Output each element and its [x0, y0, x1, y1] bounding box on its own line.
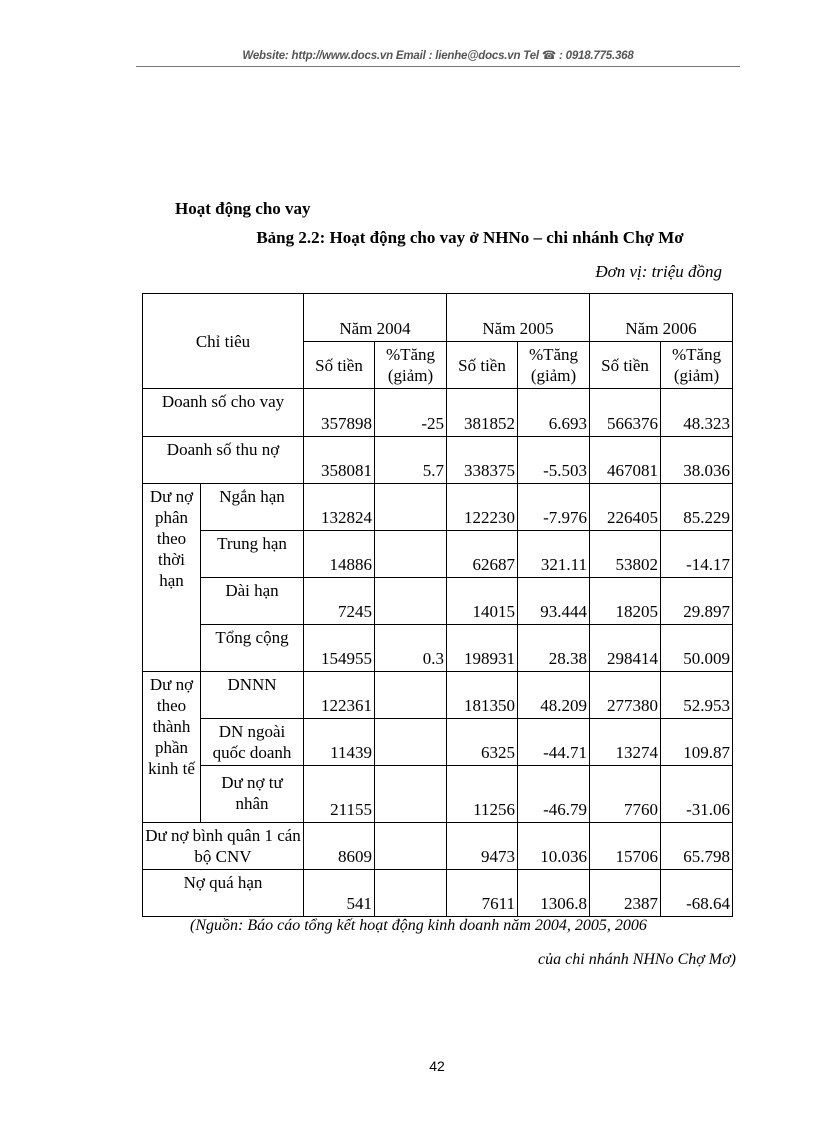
- pct-change-cell: 52.953: [661, 672, 733, 719]
- table-row: [143, 766, 733, 823]
- amount-cell: 181350: [447, 672, 518, 719]
- page-header: Website: http://www.docs.vn Email : lienhe@docs.vn Tel ☎ : 0918.775.368: [242, 50, 634, 62]
- pct-change-cell: 65.798: [661, 823, 733, 870]
- pct-change-cell: 1306.8: [518, 870, 590, 917]
- amount-cell: 357898: [304, 389, 375, 437]
- pct-change-cell: -68.64: [661, 870, 733, 917]
- pct-change-cell: [375, 531, 447, 578]
- pct-change-cell: 10.036: [518, 823, 590, 870]
- header-rule: [136, 66, 740, 67]
- pct-change-cell: -44.71: [518, 719, 590, 766]
- row-label: Dài hạn: [201, 578, 304, 625]
- amount-cell: 132824: [304, 484, 375, 531]
- pct-change-cell: [375, 870, 447, 917]
- amount-cell: 11256: [447, 766, 518, 823]
- row-label: Dư nợ bình quân 1 cán bộ CNV: [143, 823, 304, 870]
- pct-change-cell: -14.17: [661, 531, 733, 578]
- table-row: [143, 672, 733, 719]
- pct-change-cell: -25: [375, 389, 447, 437]
- sub-header-amount: Số tiền: [590, 342, 661, 389]
- pct-change-cell: 38.036: [661, 437, 733, 484]
- amount-cell: 62687: [447, 531, 518, 578]
- pct-change-cell: -46.79: [518, 766, 590, 823]
- header-chi-tieu: Chỉ tiêu: [143, 294, 304, 389]
- group-label-sector: Dư nợ theo thành phần kinh tế: [143, 672, 201, 823]
- amount-cell: 7245: [304, 578, 375, 625]
- pct-change-cell: 6.693: [518, 389, 590, 437]
- amount-cell: 467081: [590, 437, 661, 484]
- table-row: [143, 870, 733, 917]
- amount-cell: 226405: [590, 484, 661, 531]
- pct-change-cell: 29.897: [661, 578, 733, 625]
- sub-header-amount: Số tiền: [304, 342, 375, 389]
- amount-cell: 18205: [590, 578, 661, 625]
- pct-change-cell: 85.229: [661, 484, 733, 531]
- year-header: Năm 2005: [447, 294, 590, 342]
- amount-cell: 15706: [590, 823, 661, 870]
- row-label: Tổng cộng: [201, 625, 304, 672]
- source-note-line1: (Nguồn: Báo cáo tổng kết hoạt động kinh doanh năm 2004, 2005, 2006: [190, 917, 647, 934]
- pct-change-cell: 93.444: [518, 578, 590, 625]
- amount-cell: 14886: [304, 531, 375, 578]
- row-label: Dư nợ tư nhân: [201, 766, 304, 823]
- row-label: Doanh số cho vay: [143, 389, 304, 437]
- unit-label: Đơn vị: triệu đồng: [595, 262, 722, 281]
- table-row: [143, 719, 733, 766]
- amount-cell: 566376: [590, 389, 661, 437]
- year-header: Năm 2006: [590, 294, 733, 342]
- pct-change-cell: [375, 672, 447, 719]
- pct-change-cell: 109.87: [661, 719, 733, 766]
- amount-cell: 53802: [590, 531, 661, 578]
- sub-header-pct: %Tăng (giảm): [375, 342, 447, 389]
- section-title: Hoạt động cho vay: [175, 199, 311, 218]
- amount-cell: 298414: [590, 625, 661, 672]
- amount-cell: 122230: [447, 484, 518, 531]
- source-note-line2: của chi nhánh NHNo Chợ Mơ): [538, 951, 736, 968]
- pct-change-cell: [375, 766, 447, 823]
- amount-cell: 277380: [590, 672, 661, 719]
- pct-change-cell: 48.323: [661, 389, 733, 437]
- table-row: [143, 625, 733, 672]
- amount-cell: 7611: [447, 870, 518, 917]
- amount-cell: 21155: [304, 766, 375, 823]
- pct-change-cell: 5.7: [375, 437, 447, 484]
- pct-change-cell: [375, 823, 447, 870]
- pct-change-cell: 0.3: [375, 625, 447, 672]
- row-label: Trung hạn: [201, 531, 304, 578]
- sub-header-pct: %Tăng (giảm): [518, 342, 590, 389]
- amount-cell: 154955: [304, 625, 375, 672]
- amount-cell: 122361: [304, 672, 375, 719]
- amount-cell: 13274: [590, 719, 661, 766]
- sub-header-pct: %Tăng (giảm): [661, 342, 733, 389]
- pct-change-cell: [375, 578, 447, 625]
- amount-cell: 6325: [447, 719, 518, 766]
- amount-cell: 7760: [590, 766, 661, 823]
- row-label: Nợ quá hạn: [143, 870, 304, 917]
- amount-cell: 338375: [447, 437, 518, 484]
- table-row: [143, 531, 733, 578]
- table-title: Bảng 2.2: Hoạt động cho vay ở NHNo – chi nhánh Chợ Mơ: [256, 228, 684, 247]
- pct-change-cell: 321.11: [518, 531, 590, 578]
- table-row: [143, 484, 733, 531]
- row-label: DNNN: [201, 672, 304, 719]
- page-number: 42: [429, 1058, 445, 1074]
- pct-change-cell: 48.209: [518, 672, 590, 719]
- loan-activity-table: [142, 293, 733, 917]
- pct-change-cell: 50.009: [661, 625, 733, 672]
- sub-header-amount: Số tiền: [447, 342, 518, 389]
- amount-cell: 14015: [447, 578, 518, 625]
- row-label: Doanh số thu nợ: [143, 437, 304, 484]
- pct-change-cell: -5.503: [518, 437, 590, 484]
- pct-change-cell: -7.976: [518, 484, 590, 531]
- table-row: [143, 578, 733, 625]
- amount-cell: 8609: [304, 823, 375, 870]
- row-label: Ngắn hạn: [201, 484, 304, 531]
- row-label: DN ngoài quốc doanh: [201, 719, 304, 766]
- amount-cell: 9473: [447, 823, 518, 870]
- pct-change-cell: 28.38: [518, 625, 590, 672]
- pct-change-cell: [375, 719, 447, 766]
- amount-cell: 381852: [447, 389, 518, 437]
- amount-cell: 2387: [590, 870, 661, 917]
- amount-cell: 358081: [304, 437, 375, 484]
- amount-cell: 541: [304, 870, 375, 917]
- pct-change-cell: -31.06: [661, 766, 733, 823]
- year-header: Năm 2004: [304, 294, 447, 342]
- table-row: [143, 389, 733, 437]
- group-label-term: Dư nợ phân theo thời hạn: [143, 484, 201, 672]
- table-row: [143, 437, 733, 484]
- amount-cell: 11439: [304, 719, 375, 766]
- table-row: [143, 823, 733, 870]
- pct-change-cell: [375, 484, 447, 531]
- amount-cell: 198931: [447, 625, 518, 672]
